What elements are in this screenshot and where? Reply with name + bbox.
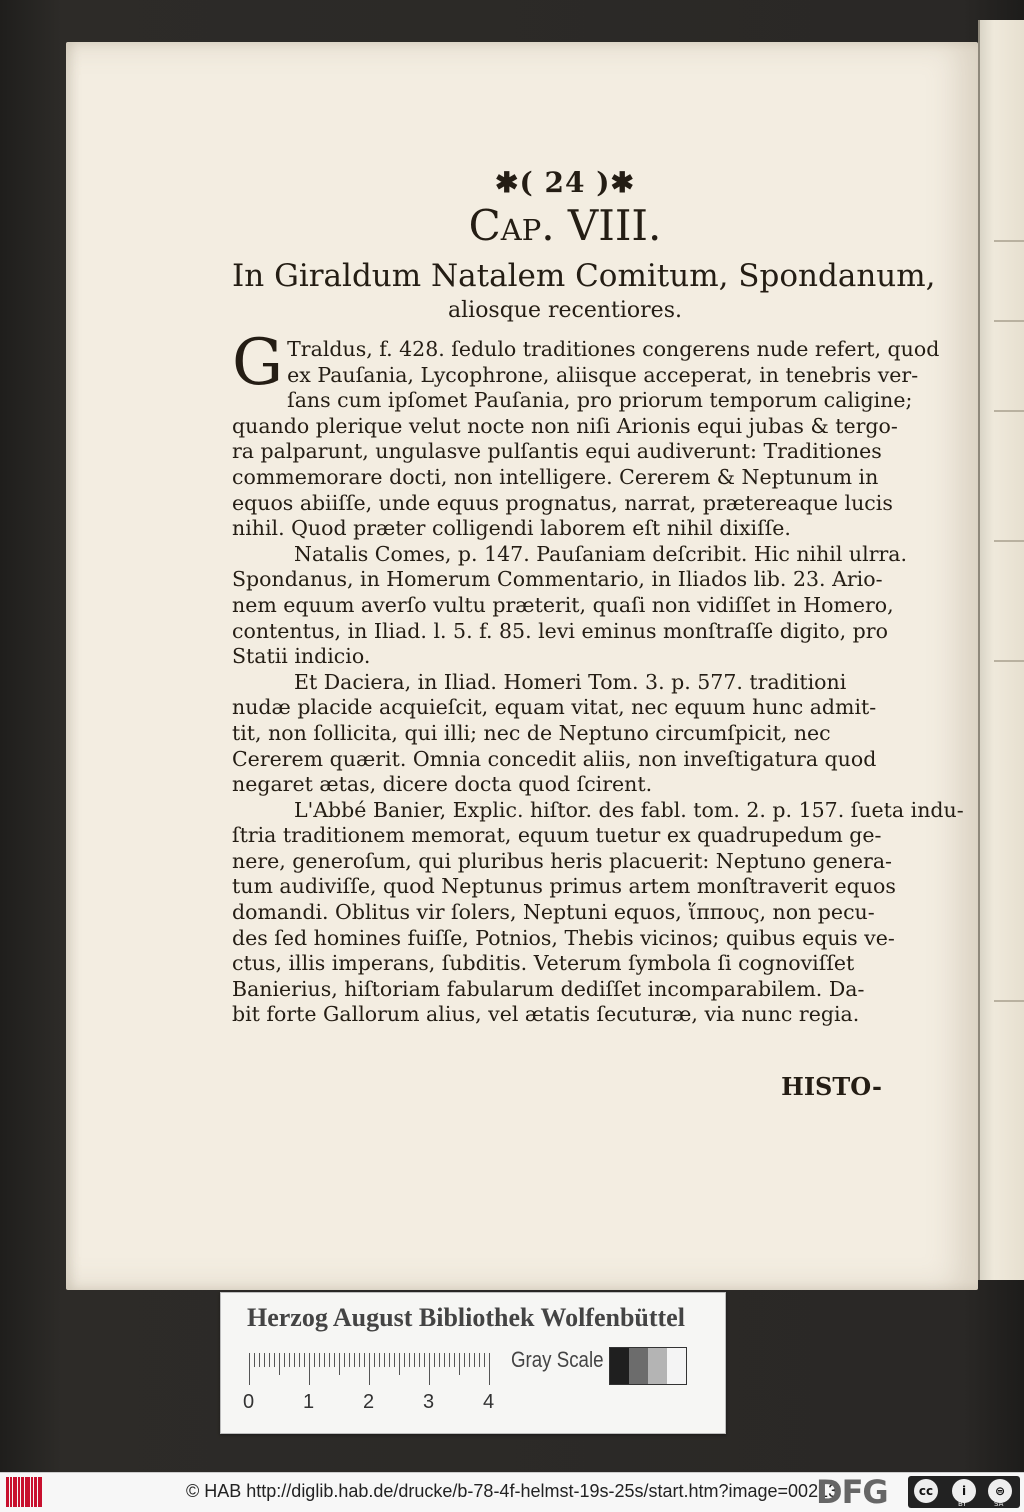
ruler-tick xyxy=(459,1353,460,1375)
text-line: des ſed homines fuiſſe, Potnios, Thebis vicinos; quibus equis ve- xyxy=(232,925,895,950)
ruler-tick xyxy=(279,1353,280,1375)
text-line: Spondanus, in Homerum Commentario, in Iliados lib. 23. Ario- xyxy=(232,567,883,592)
next-page-edge xyxy=(978,20,1024,1280)
ruler-tick xyxy=(324,1353,325,1367)
ruler-tick xyxy=(404,1353,405,1367)
ruler-tick xyxy=(469,1353,470,1367)
ruler-tick xyxy=(389,1353,390,1367)
gray-swatch xyxy=(648,1348,667,1384)
text-line: ra palparunt, ungulasve pulſantis equi audiverunt: Traditiones xyxy=(232,439,882,464)
logo-bar xyxy=(18,1477,20,1507)
by-label: BY xyxy=(958,1500,967,1508)
ruler-tick xyxy=(444,1353,445,1367)
ruler-tick xyxy=(304,1353,305,1367)
ruler-number: 2 xyxy=(363,1391,375,1413)
text-line: bit forte Gallorum alius, vel ætatis ſecuturæ, via nunc regia. xyxy=(232,1002,860,1027)
ruler-tick xyxy=(399,1353,400,1375)
footer-bar xyxy=(0,1472,1024,1512)
ruler-tick xyxy=(284,1353,285,1367)
ruler-tick xyxy=(464,1353,465,1367)
logo-bar xyxy=(10,1477,12,1507)
ruler-tick xyxy=(479,1353,480,1367)
logo-bar xyxy=(21,1477,24,1507)
ruler-tick xyxy=(439,1353,440,1367)
source-url[interactable]: © HAB http://diglib.hab.de/drucke/b-78-4f-helmst-19s-25s/start.htm?image=00213 xyxy=(186,1481,839,1501)
ruler-tick xyxy=(319,1353,320,1367)
ruler-tick xyxy=(424,1353,425,1367)
ruler-tick xyxy=(294,1353,295,1367)
ruler-tick xyxy=(409,1353,410,1367)
library-name: Herzog August Bibliothek Wolfenbüttel xyxy=(247,1303,685,1332)
gray-swatch xyxy=(667,1348,686,1384)
ruler-tick xyxy=(334,1353,335,1367)
chapter-title-line1: In Giraldum Natalem Comitum, Spondanum, xyxy=(232,258,936,295)
text-line: Et Daciera, in Iliad. Homeri Tom. 3. p. 577. traditioni xyxy=(294,669,847,694)
ruler-tick xyxy=(429,1353,430,1385)
text-line: nere, generoſum, qui pluribus heris placuerit: Neptuno genera- xyxy=(232,848,892,873)
text-line: Banierius, hiſtoriam fabularum dediſſet incomparabilem. Da- xyxy=(232,976,865,1001)
text-line: Traldus, f. 428. ſedulo traditiones congerens nude refert, quod xyxy=(287,337,940,362)
text-line: ſtria traditionem memorat, equum tuetur ex quadrupedum ge- xyxy=(232,823,882,848)
ruler-tick xyxy=(434,1353,435,1367)
ruler-number: 0 xyxy=(243,1391,255,1413)
ruler-tick xyxy=(484,1353,485,1367)
ruler-tick xyxy=(254,1353,255,1367)
gray-scale-label: Gray Scale xyxy=(511,1347,604,1372)
library-color-label xyxy=(220,1292,726,1434)
ruler-tick xyxy=(269,1353,270,1367)
chapter-title-line2: aliosque recentiores. xyxy=(448,297,682,323)
ruler-tick xyxy=(414,1353,415,1367)
ruler-tick xyxy=(489,1353,490,1385)
ruler-number: 4 xyxy=(483,1391,495,1413)
logo-bar xyxy=(6,1477,9,1507)
ruler-tick xyxy=(314,1353,315,1367)
ruler-tick xyxy=(339,1353,340,1375)
ruler-tick xyxy=(344,1353,345,1367)
logo-bar xyxy=(34,1477,37,1507)
ruler-tick xyxy=(289,1353,290,1367)
text-line: quando plerique velut nocte non niſi Arionis equi jubas & tergo- xyxy=(232,413,898,438)
ruler-tick xyxy=(274,1353,275,1367)
text-line: ex Pauſania, Lycophrone, aliisque acceperat, in tenebris ver- xyxy=(287,362,919,387)
paragraph-1 xyxy=(232,326,940,542)
text-line: nem equum averſo vultu præterit, quaſi non vidiſſet in Homero, xyxy=(232,592,894,617)
text-line: L'Abbé Banier, Explic. hiſtor. des fabl. tom. 2. p. 157. ſueta indu- xyxy=(294,797,964,822)
ruler-tick xyxy=(349,1353,350,1367)
sa-label: SA xyxy=(994,1500,1004,1508)
logo-bar xyxy=(31,1477,33,1507)
text-line: equos abiiſſe, unde equus prognatus, narrat, prætereaque lucis xyxy=(232,490,893,515)
ruler-tick xyxy=(474,1353,475,1367)
ruler-tick xyxy=(449,1353,450,1367)
ruler-tick xyxy=(329,1353,330,1367)
ruler-tick xyxy=(369,1353,370,1385)
text-line: contentus, in Iliad. l. 5. f. 85. levi eminus monſtraſſe digito, pro xyxy=(232,618,888,643)
catchword: HISTO- xyxy=(781,1072,882,1102)
ruler-tick xyxy=(249,1353,250,1385)
ruler-number: 1 xyxy=(303,1391,315,1413)
sa-icon: ⊜ xyxy=(988,1479,1012,1503)
page-content xyxy=(232,166,964,1102)
ruler-tick xyxy=(359,1353,360,1367)
gray-swatches xyxy=(609,1347,687,1385)
ruler-tick xyxy=(454,1353,455,1367)
ruler-tick xyxy=(364,1353,365,1367)
ruler-tick xyxy=(354,1353,355,1367)
ruler-tick xyxy=(374,1353,375,1367)
gray-swatch xyxy=(610,1348,629,1384)
chapter-heading: Cap. VIII. xyxy=(468,201,662,250)
text-line: Statii indicio. xyxy=(232,644,371,669)
paragraph-3 xyxy=(232,670,898,798)
cc-license-badge[interactable] xyxy=(908,1476,1020,1508)
book-page xyxy=(66,42,978,1290)
by-icon: i xyxy=(952,1479,976,1503)
ruler-tick xyxy=(309,1353,310,1385)
logo-bar xyxy=(13,1477,17,1507)
text-line: commemorare docti, non intelligere. Cererem & Neptunum in xyxy=(232,464,879,489)
page-number: ✱( 24 )✱ xyxy=(495,166,635,199)
text-line: Cererem quærit. Omnia concedit aliis, non inveſtigatura quod xyxy=(232,746,877,771)
text-line: tum audiviſſe, quod Neptunus primus artem monſtraverit equos xyxy=(232,874,896,899)
text-line: nihil. Quod præter colligendi laborem eſt nihil dixiſſe. xyxy=(232,516,791,541)
logo-bar xyxy=(25,1477,30,1507)
paragraph-2 xyxy=(232,541,908,670)
text-line: ſans cum ipſomet Pauſania, pro priorum temporum caligine; xyxy=(287,388,913,413)
text-line: tit, non ſollicita, qui illi; nec de Neptuno circumſpicit, nec xyxy=(232,720,831,745)
ruler-tick xyxy=(394,1353,395,1367)
logo-bar xyxy=(38,1477,42,1507)
drop-cap: G xyxy=(232,326,284,401)
ruler-tick xyxy=(384,1353,385,1367)
text-line: negaret ætas, dicere docta quod ſcirent. xyxy=(232,772,653,797)
scale-ruler xyxy=(249,1353,499,1385)
ruler-tick xyxy=(299,1353,300,1367)
ruler-tick xyxy=(379,1353,380,1367)
paragraph-4 xyxy=(232,797,964,1028)
text-line: Natalis Comes, p. 147. Pauſaniam deſcribit. Hic nihil ulrra. xyxy=(294,541,908,566)
cc-icon: cc xyxy=(914,1479,938,1503)
text-line: nudæ placide acquieſcit, equam vitat, nec equum hunc admit- xyxy=(232,695,877,720)
gray-swatch xyxy=(629,1348,648,1384)
ruler-tick xyxy=(259,1353,260,1367)
dfg-logo: DFG xyxy=(816,1473,888,1511)
hab-logo-icon xyxy=(6,1477,42,1507)
ruler-tick xyxy=(264,1353,265,1367)
ruler-number: 3 xyxy=(423,1391,435,1413)
text-line: domandi. Oblitus vir ſolers, Neptuni equos, ἵππους, non pecu- xyxy=(232,900,875,925)
text-line: ctus, illis imperans, ſubditis. Veterum ſymbola ſi cognoviſſet xyxy=(232,951,855,976)
ruler-tick xyxy=(419,1353,420,1367)
